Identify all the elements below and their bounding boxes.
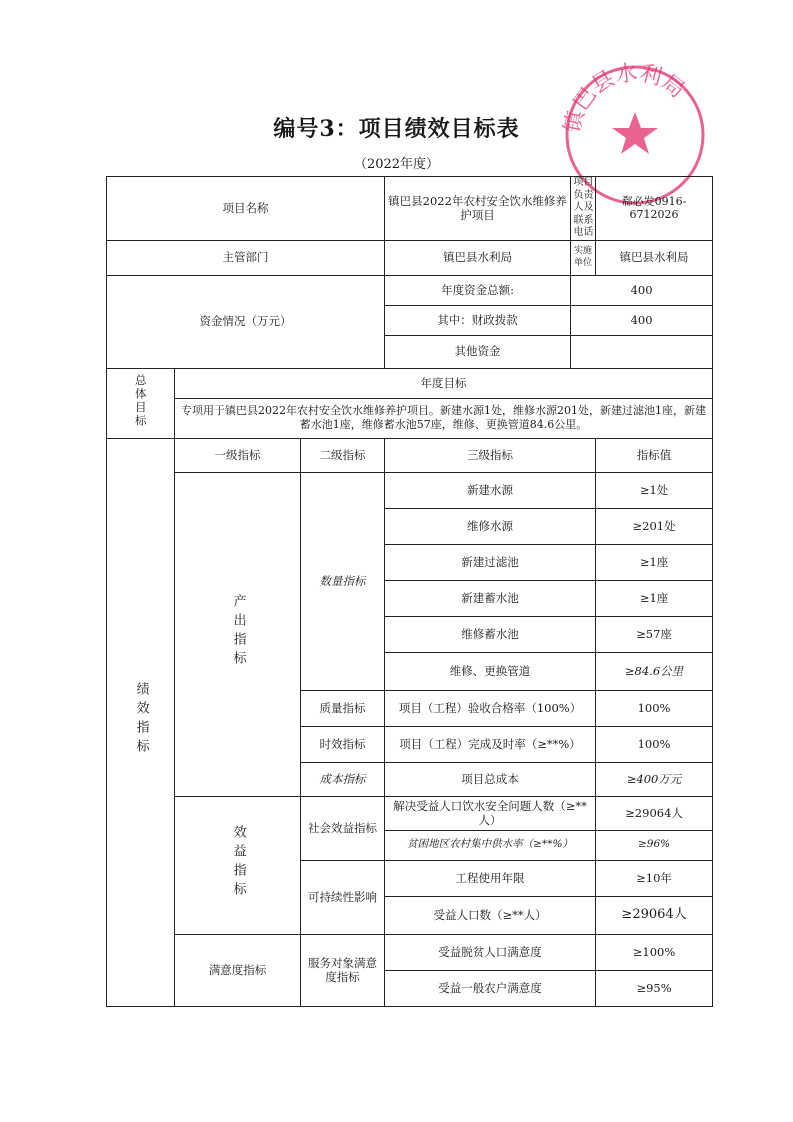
table-row-value: ≥100% bbox=[596, 934, 713, 970]
impl-label: 实施单位 bbox=[571, 240, 596, 275]
table-row-value: ≥95% bbox=[596, 970, 713, 1006]
funds-other-label: 其他资金 bbox=[385, 335, 571, 368]
funds-fiscal-value: 400 bbox=[571, 305, 713, 335]
table-row-value: ≥1座 bbox=[596, 544, 713, 580]
table-row: 维修、更换管道 bbox=[385, 652, 596, 690]
perf-label: 绩效指标 bbox=[107, 438, 175, 1006]
table-row-value: 100% bbox=[596, 690, 713, 726]
table-row-value: ≥1座 bbox=[596, 580, 713, 616]
funds-total-label: 年度资金总额: bbox=[385, 275, 571, 305]
service-label: 服务对象满意度指标 bbox=[301, 934, 385, 1006]
header-level1: 一级指标 bbox=[175, 438, 301, 472]
table-row-value: ≥84.6公里 bbox=[596, 652, 713, 690]
funds-fiscal-label: 其中：财政拨款 bbox=[385, 305, 571, 335]
social-label: 社会效益指标 bbox=[301, 796, 385, 860]
table-row: 新建水源 bbox=[385, 472, 596, 508]
year-label: （2022年度） bbox=[353, 157, 440, 172]
table-row: 受益脱贫人口满意度 bbox=[385, 934, 596, 970]
table-row: 维修水源 bbox=[385, 508, 596, 544]
table-row: 受益一般农户满意度 bbox=[385, 970, 596, 1006]
table-row: 贫困地区农村集中供水率（≥**%） bbox=[385, 830, 596, 860]
annual-goal-label: 年度目标 bbox=[175, 368, 713, 398]
contact-value: 郗必发0916-6712026 bbox=[596, 177, 713, 241]
header-level2: 二级指标 bbox=[301, 438, 385, 472]
sustain-label: 可持续性影响 bbox=[301, 860, 385, 934]
table-row-value: ≥29064人 bbox=[596, 896, 713, 934]
output-label: 产出指标 bbox=[175, 472, 301, 796]
benefit-label: 效益指标 bbox=[175, 796, 301, 934]
table-row: 解决受益人口饮水安全问题人数（≥**人） bbox=[385, 796, 596, 830]
header-value: 指标值 bbox=[596, 438, 713, 472]
satisfaction-label: 满意度指标 bbox=[175, 934, 301, 1006]
table-row-value: ≥57座 bbox=[596, 616, 713, 652]
table-row: 工程使用年限 bbox=[385, 860, 596, 896]
table-row-value: ≥1处 bbox=[596, 472, 713, 508]
table-row: 受益人口数（≥**人） bbox=[385, 896, 596, 934]
funds-label: 资金情况（万元） bbox=[107, 275, 385, 368]
table-row-value: 100% bbox=[596, 726, 713, 762]
page-title: 编号3：项目绩效目标表 bbox=[273, 116, 520, 142]
project-name-value: 镇巴县2022年农村安全饮水维修养护项目 bbox=[385, 177, 571, 241]
table-row: 新建过滤池 bbox=[385, 544, 596, 580]
quantity-label: 数量指标 bbox=[301, 472, 385, 690]
table-row: 项目（工程）验收合格率（100%） bbox=[385, 690, 596, 726]
table-row: 维修蓄水池 bbox=[385, 616, 596, 652]
cost-label: 成本指标 bbox=[301, 762, 385, 796]
table-row: 项目（工程）完成及时率（≥**%） bbox=[385, 726, 596, 762]
performance-table bbox=[106, 176, 713, 1007]
annual-goal-text: 专项用于镇巴县2022年农村安全饮水维修养护项目。新建水源1处，维修水源201处，新建过滤池1座，新建蓄水池1座，维修蓄水池57座，维修、更换管道84.6公里。 bbox=[175, 398, 713, 438]
time-label: 时效指标 bbox=[301, 726, 385, 762]
table-row-value: ≥96% bbox=[596, 830, 713, 860]
table-row: 项目总成本 bbox=[385, 762, 596, 796]
header-level3: 三级指标 bbox=[385, 438, 596, 472]
overall-goal-label: 总体目标 bbox=[107, 368, 175, 438]
contact-label: 项目负责人及联系电话 bbox=[571, 177, 596, 241]
funds-total-value: 400 bbox=[571, 275, 713, 305]
dept-label: 主管部门 bbox=[107, 240, 385, 275]
table-row: 新建蓄水池 bbox=[385, 580, 596, 616]
quality-label: 质量指标 bbox=[301, 690, 385, 726]
table-row-value: ≥29064人 bbox=[596, 796, 713, 830]
table-row-value: ≥10年 bbox=[596, 860, 713, 896]
funds-other-value bbox=[571, 335, 713, 368]
seal-text: 镇巴县水利局 bbox=[560, 60, 690, 136]
impl-value: 镇巴县水利局 bbox=[596, 240, 713, 275]
project-name-label: 项目名称 bbox=[107, 177, 385, 241]
table-row-value: ≥201处 bbox=[596, 508, 713, 544]
table-row-value: ≥400万元 bbox=[596, 762, 713, 796]
dept-value: 镇巴县水利局 bbox=[385, 240, 571, 275]
